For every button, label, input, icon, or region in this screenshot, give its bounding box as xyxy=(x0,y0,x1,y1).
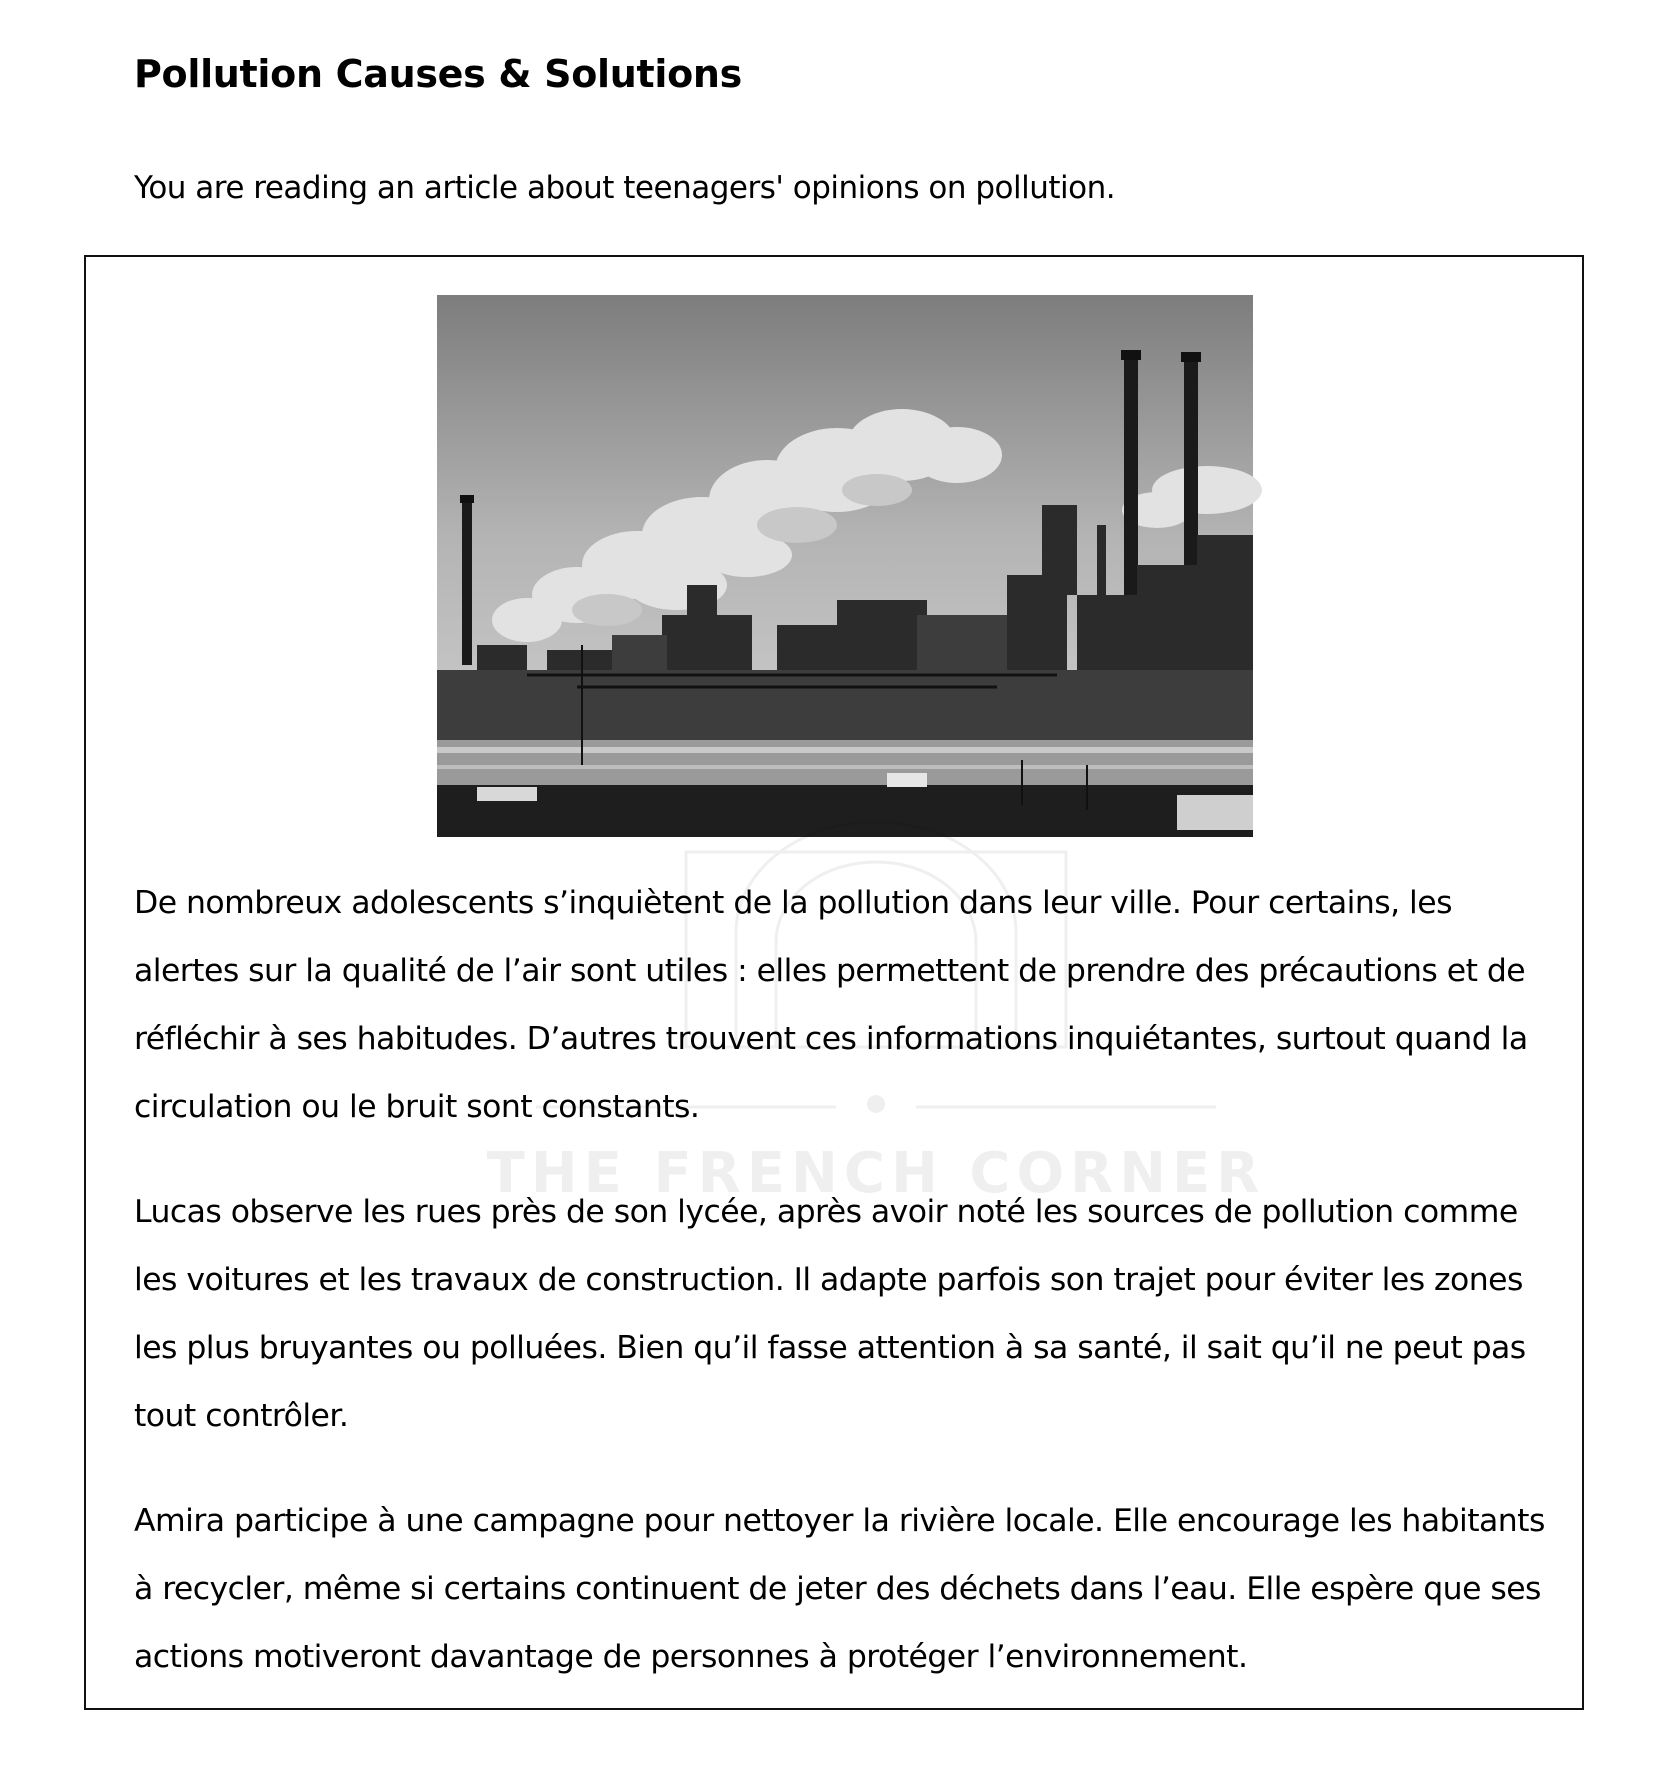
industrial-smokestacks-photo xyxy=(437,295,1253,837)
article-paragraph: Amira participe à une campagne pour nettoyer la rivière locale. Elle encourage les habitants à recycler, même si certains continuent de jeter des déchets dans l’eau. Elle espère que ses actions motiveront davantage de personnes à protéger l’environnement. xyxy=(134,1503,1545,1675)
article-box xyxy=(84,255,1584,1710)
intro-text: You are reading an article about teenagers' opinions on pollution. xyxy=(134,170,1116,206)
article-paragraph: Lucas observe les rues près de son lycée, après avoir noté les sources de pollution comme les voitures et les travaux de construction. Il adapte parfois son trajet pour éviter les zones les plus bruyantes ou polluées. Bien qu’il fasse attention à sa santé, il sait qu’il ne peut pas tout contrôler. xyxy=(134,1194,1526,1434)
page-title: Pollution Causes & Solutions xyxy=(134,52,742,96)
svg-text:THE FRENCH CORNER: THE FRENCH CORNER xyxy=(486,1141,1266,1206)
article-paragraph: De nombreux adolescents s’inquiètent de la pollution dans leur ville. Pour certains, les alertes sur la qualité de l’air sont utiles : elles permettent de prendre des précautions et de réfléchir à ses habitudes. D’autres trouvent ces informations inquiétantes, surtout quand la circulation ou le bruit sont constants. xyxy=(134,885,1528,1125)
